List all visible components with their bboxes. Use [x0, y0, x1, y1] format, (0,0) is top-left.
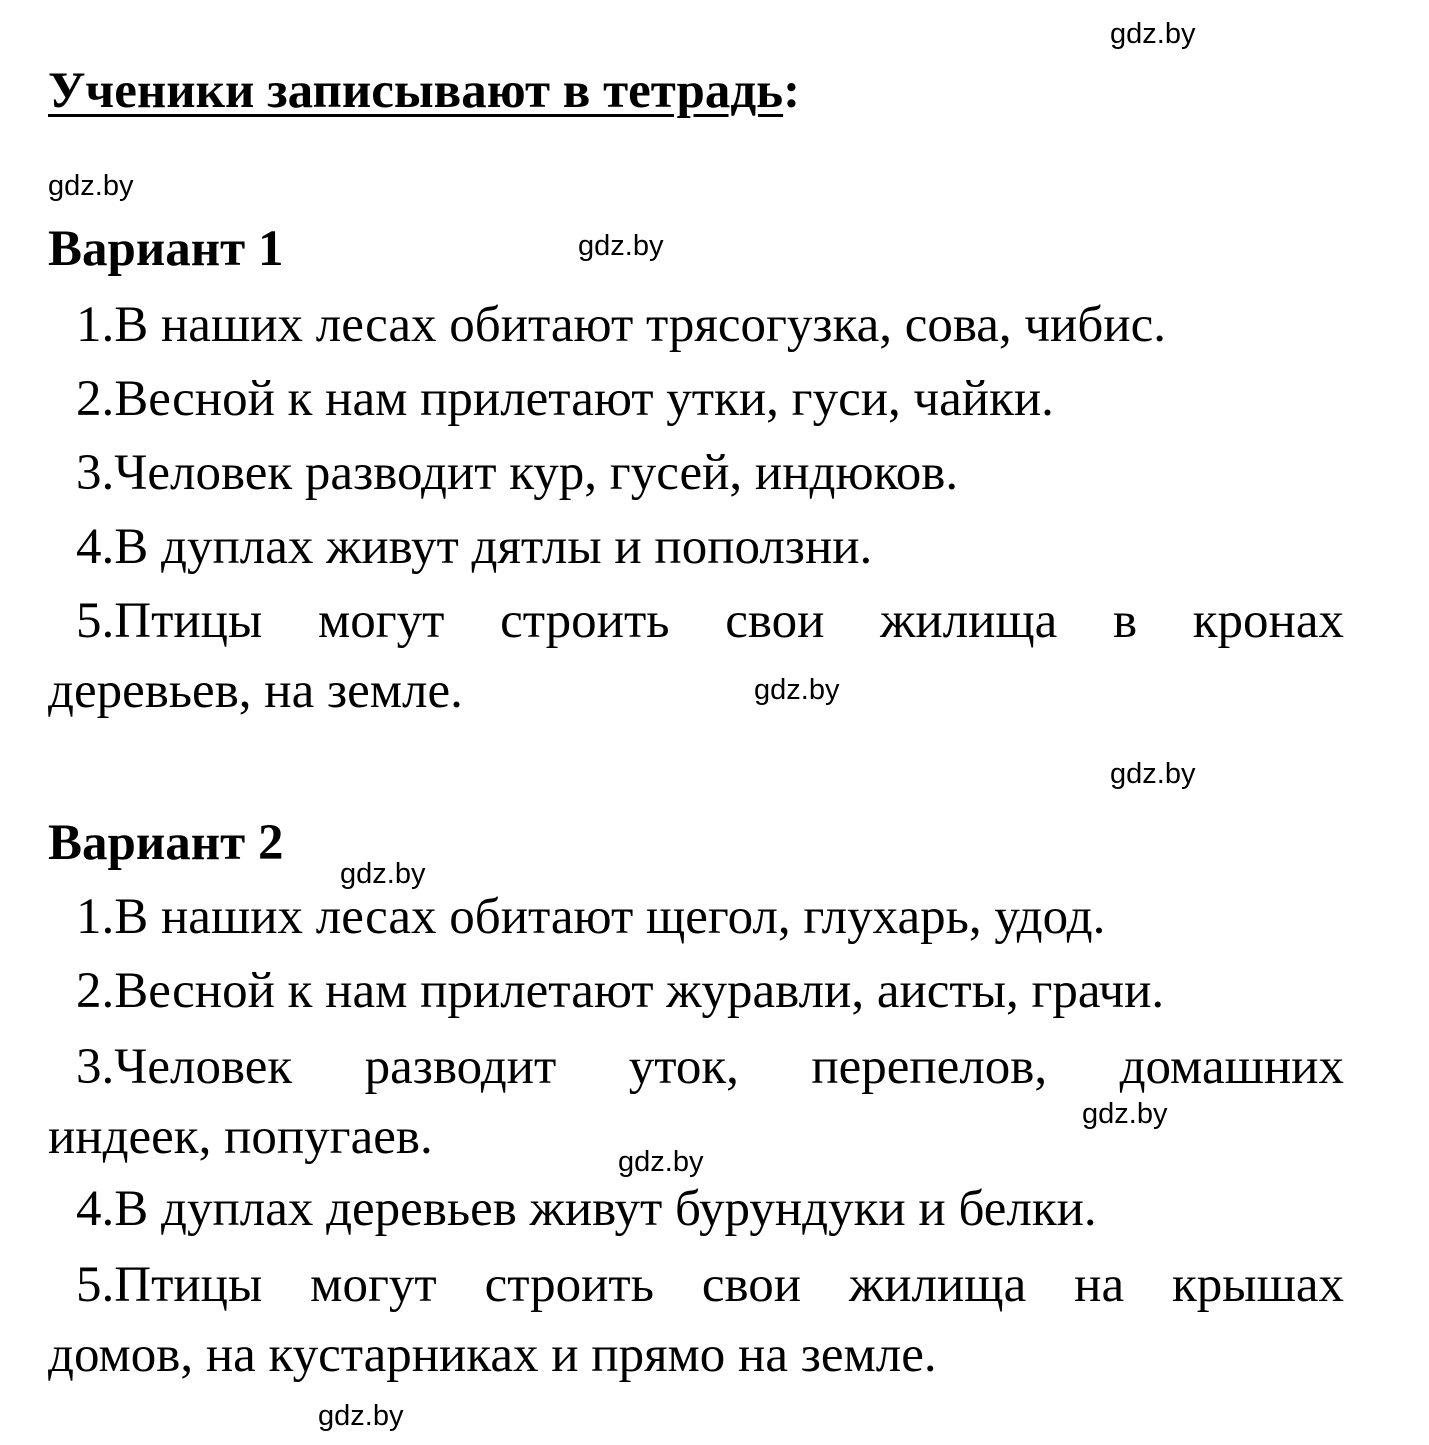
word: жилища	[880, 593, 1058, 649]
word: могут	[317, 593, 445, 649]
watermark: gdz.by	[618, 1146, 704, 1178]
word: строить	[484, 1257, 654, 1313]
variant1-item-4: 4.В дуплах живут дятлы и поползни.	[76, 519, 873, 575]
variant2-item-3	[48, 1039, 1344, 1095]
watermark: gdz.by	[318, 1400, 404, 1432]
word: строить	[500, 593, 670, 649]
watermark: gdz.by	[340, 858, 426, 890]
watermark: gdz.by	[754, 674, 840, 706]
word: кронах	[1192, 593, 1344, 649]
word: жилища	[849, 1257, 1027, 1313]
variant2-item-4: 4.В дуплах деревьев живут бурундуки и белки.	[76, 1181, 1097, 1237]
variant2-heading: Вариант 2	[48, 815, 284, 871]
word: могут	[310, 1257, 437, 1313]
variant1-item-2: 2.Весной к нам прилетают утки, гуси, чайки.	[76, 371, 1054, 427]
word: свои	[725, 593, 825, 649]
variant2-item-2: 2.Весной к нам прилетают журавли, аисты, грачи.	[76, 963, 1165, 1019]
word: уток,	[628, 1039, 739, 1095]
variant2-item-1: 1.В наших лесах обитают щегол, глухарь, удод.	[76, 889, 1106, 945]
variant1-item-3: 3.Человек разводит кур, гусей, индюков.	[76, 445, 959, 501]
variant1-item-5	[48, 593, 1344, 649]
word: в	[1112, 593, 1138, 649]
word: 5.Птицы	[76, 1257, 263, 1313]
page-title	[48, 63, 801, 119]
variant1-heading: Вариант 1	[48, 221, 284, 277]
variant1-item-1: 1.В наших лесах обитают трясогузка, сова, чибис.	[76, 297, 1166, 353]
word: свои	[701, 1257, 802, 1313]
word: разводит	[364, 1039, 557, 1095]
page-title-colon: :	[783, 63, 801, 119]
page-title-text: Ученики записывают в тетрадь	[48, 63, 784, 119]
watermark: gdz.by	[48, 170, 134, 202]
watermark: gdz.by	[1082, 1098, 1168, 1130]
watermark: gdz.by	[1110, 758, 1196, 790]
variant2-item-5	[48, 1257, 1344, 1313]
word: крышах	[1172, 1257, 1344, 1313]
variant2-item-5-continuation: домов, на кустарниках и прямо на земле.	[48, 1327, 937, 1383]
word: 5.Птицы	[76, 593, 263, 649]
word: домашних	[1119, 1039, 1344, 1095]
variant1-item-5-continuation: деревьев, на земле.	[48, 663, 463, 719]
word: перепелов,	[811, 1039, 1048, 1095]
watermark: gdz.by	[1110, 18, 1196, 50]
word: 3.Человек	[76, 1039, 293, 1095]
word: на	[1074, 1257, 1125, 1313]
watermark: gdz.by	[578, 230, 664, 262]
variant2-item-3-continuation: индеек, попугаев.	[48, 1109, 433, 1165]
